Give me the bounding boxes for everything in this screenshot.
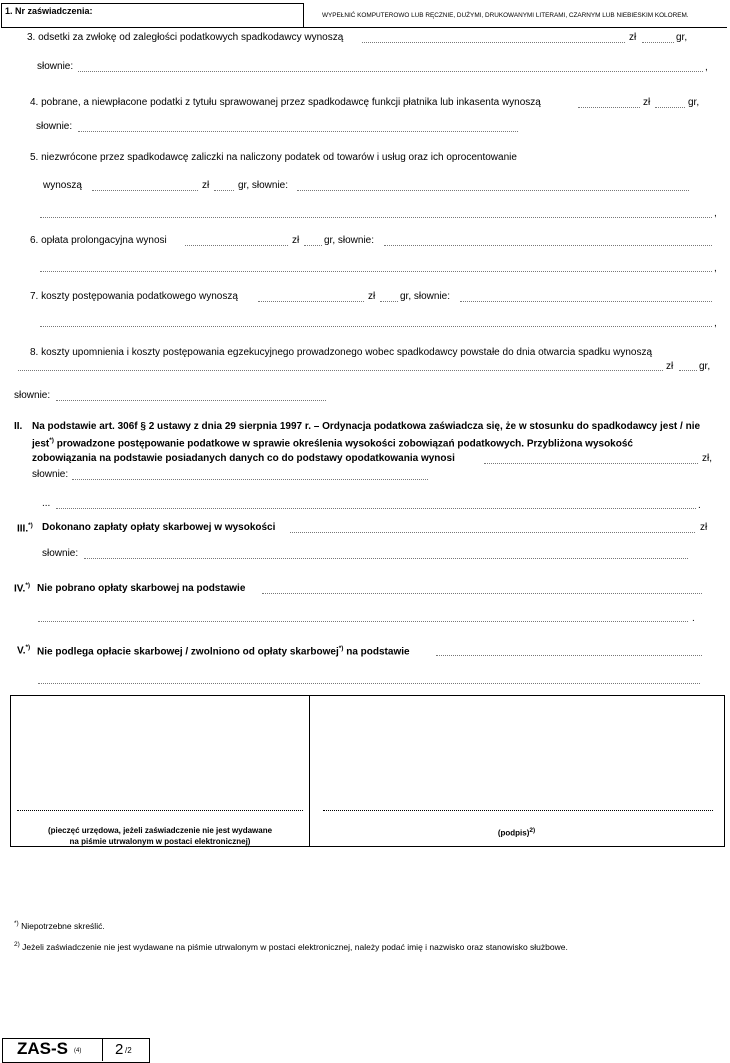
item-4-gr: gr,	[688, 97, 700, 108]
section-4-period: .	[692, 613, 695, 624]
section-5-num: V.	[17, 645, 26, 657]
item-4-text: 4. pobrane, a niewpłacone podatki z tytułu sprawowanej przez spadkodawcę funkcji płatnika lub inkasenta wynoszą	[30, 97, 541, 108]
stamp-caption-line-2: na piśmie utrwalonym w postaci elektronicznej)	[69, 837, 251, 846]
item-7-zl-field[interactable]	[258, 301, 364, 302]
footnote-2-mark: 2)	[14, 941, 20, 948]
stamp-caption	[11, 825, 309, 847]
item-8-slownie: słownie:	[14, 390, 51, 401]
signature-line[interactable]	[323, 810, 713, 811]
header-rule	[303, 27, 727, 28]
footnote-2	[14, 941, 568, 952]
section-3-zl: zł	[700, 522, 708, 533]
section-2-zl-field[interactable]	[484, 463, 698, 464]
item-6-zl: zł	[292, 235, 300, 246]
page-number: 2	[115, 1041, 124, 1058]
section-3-slownie: słownie:	[42, 548, 79, 559]
footnote-1	[14, 920, 105, 931]
section-2-jest: jest	[32, 438, 50, 450]
section-2-line-2	[32, 437, 633, 449]
item-8-zl: zł	[666, 361, 674, 372]
item-6-comma: ,	[714, 263, 717, 274]
nr-zaswiadczenia-box	[1, 3, 304, 28]
footnote-ref: *)	[338, 645, 344, 652]
form-id-divider	[102, 1038, 103, 1061]
item-7-comma: ,	[714, 318, 717, 329]
stamp-caption-line-1: (pieczęć urzędowa, jeżeli zaświadczenie nie jest wydawane	[47, 826, 273, 835]
item-4-slownie-field[interactable]	[78, 131, 518, 132]
item-8-gr: gr,	[699, 361, 711, 372]
form-code: ZAS-S	[17, 1039, 68, 1058]
item-6-slownie-field[interactable]	[384, 245, 712, 246]
section-5-field-2[interactable]	[38, 683, 700, 684]
section-2-line-1: Na podstawie art. 306f § 2 ustawy z dnia 29 sierpnia 1997 r. – Ordynacja podatkowa zaświadcza się, że w stosunku do spadkodawcy jest / nie	[32, 421, 701, 432]
item-5-slownie-field[interactable]	[297, 190, 689, 191]
item-8-zl-field[interactable]	[18, 370, 663, 371]
section-2-line-3: zobowiązania na podstawie posiadanych danych co do podstawy opodatkowania wynosi	[32, 453, 455, 464]
section-4-number	[14, 582, 30, 594]
item-5-zl-field[interactable]	[92, 190, 198, 191]
item-3-slownie-field[interactable]	[78, 71, 703, 72]
section-3-zl-field[interactable]	[290, 532, 695, 533]
item-3-zl-field[interactable]	[362, 42, 625, 43]
footnote-ref: *)	[49, 437, 54, 444]
item-4-slownie: słownie:	[36, 121, 73, 132]
item-5-gr-slownie: gr, słownie:	[238, 180, 289, 191]
item-4-gr-field[interactable]	[655, 107, 685, 108]
item-3-gr-field[interactable]	[642, 42, 674, 43]
item-5-comma: ,	[714, 208, 717, 219]
section-5-number	[17, 644, 30, 656]
item-8-slownie-field[interactable]	[56, 400, 326, 401]
item-3-slownie: słownie:	[37, 61, 74, 72]
item-7-gr-slownie: gr, słownie:	[400, 291, 451, 302]
item-7-zl: zł	[368, 291, 376, 302]
item-6-gr-slownie: gr, słownie:	[324, 235, 375, 246]
section-3-num: III.	[17, 523, 29, 535]
podpis-caption	[309, 825, 724, 839]
item-7-gr-field[interactable]	[380, 301, 398, 302]
item-6-gr-field[interactable]	[304, 245, 322, 246]
section-2-slownie: słownie:	[32, 469, 69, 480]
footnote-ref-2: 2)	[529, 827, 536, 834]
section-5-text	[37, 645, 410, 657]
item-5-wynosza: wynoszą	[43, 180, 82, 191]
footnote-ref: *)	[25, 644, 31, 651]
section-5-field[interactable]	[436, 655, 702, 656]
item-5-slownie-field-2[interactable]	[40, 217, 712, 218]
section-5-text-a: Nie podlega opłacie skarbowej / zwolniono od opłaty skarbowej	[37, 646, 339, 658]
section-3-slownie-field[interactable]	[84, 558, 688, 559]
signature-box-divider	[309, 696, 310, 846]
section-2-period: .	[698, 500, 701, 511]
section-3-text: Dokonano zapłaty opłaty skarbowej w wysokości	[42, 522, 276, 533]
item-3-zl: zł	[629, 32, 637, 43]
podpis-label: (podpis)	[497, 828, 530, 838]
section-5-text-b: na podstawie	[343, 646, 410, 658]
section-3-number	[17, 522, 33, 534]
item-6-zl-field[interactable]	[185, 245, 288, 246]
section-4-field-2[interactable]	[38, 621, 688, 622]
item-8-gr-field[interactable]	[679, 370, 697, 371]
item-3-gr: gr,	[676, 32, 688, 43]
section-4-num: IV.	[14, 583, 26, 595]
item-7-slownie-field-2[interactable]	[40, 326, 712, 327]
section-4-field[interactable]	[262, 593, 702, 594]
item-4-zl: zł	[643, 97, 651, 108]
item-5-text: 5. niezwrócone przez spadkodawcę zaliczki na naliczony podatek od towarów i usług oraz ich oprocentowanie	[30, 152, 517, 163]
footnote-ref: *)	[28, 522, 33, 529]
item-8-text: 8. koszty upomnienia i koszty postępowania egzekucyjnego prowadzonego wobec spadkodawcy powstałe do dnia otwarcia spadku wynoszą	[30, 347, 653, 358]
section-4-text: Nie pobrano opłaty skarbowej na podstawie	[37, 583, 246, 594]
section-2-ellipsis: ...	[42, 498, 51, 509]
nr-zaswiadczenia-label: 1. Nr zaświadczenia:	[5, 6, 93, 16]
stamp-line[interactable]	[17, 810, 303, 811]
section-2-line-2-rest: prowadzone postępowanie podatkowe w sprawie określenia wysokości zobowiązań podatkowych. Przybliżona wysokość	[53, 438, 633, 450]
item-3-comma: ,	[705, 62, 708, 73]
section-2-slownie-field[interactable]	[72, 479, 428, 480]
section-2-zl: zł,	[702, 453, 712, 464]
fill-instruction: WYPEŁNIĆ KOMPUTEROWO LUB RĘCZNIE, DUŻYMI, DRUKOWANYMI LITERAMI, CZARNYM LUB NIEBIESKIM KOLOREM.	[322, 12, 689, 19]
item-5-gr-field[interactable]	[214, 190, 234, 191]
footnote-2-text: Jeżeli zaświadczenie nie jest wydawane na piśmie utrwalonym w postaci elektronicznej, należy podać imię i nazwisko oraz stanowisko służbowe.	[22, 941, 568, 952]
section-2-number: II.	[14, 421, 23, 432]
item-6-slownie-field-2[interactable]	[40, 271, 712, 272]
item-7-text: 7. koszty postępowania podatkowego wynoszą	[30, 291, 238, 302]
page-total: /2	[125, 1046, 132, 1055]
footnote-1-mark: *)	[14, 920, 19, 927]
item-6-text: 6. opłata prolongacyjna wynosi	[30, 235, 167, 246]
item-3-text: 3. odsetki za zwłokę od zaległości podatkowych spadkodawcy wynoszą	[27, 32, 344, 43]
footnote-ref: *)	[25, 582, 31, 589]
section-2-slownie-field-2[interactable]	[56, 508, 696, 509]
item-5-zl: zł	[202, 180, 210, 191]
item-4-zl-field[interactable]	[578, 107, 640, 108]
signature-box	[10, 695, 725, 847]
item-7-slownie-field[interactable]	[460, 301, 712, 302]
form-version: (4)	[74, 1048, 82, 1054]
footnote-1-text: Niepotrzebne skreślić.	[21, 920, 105, 931]
